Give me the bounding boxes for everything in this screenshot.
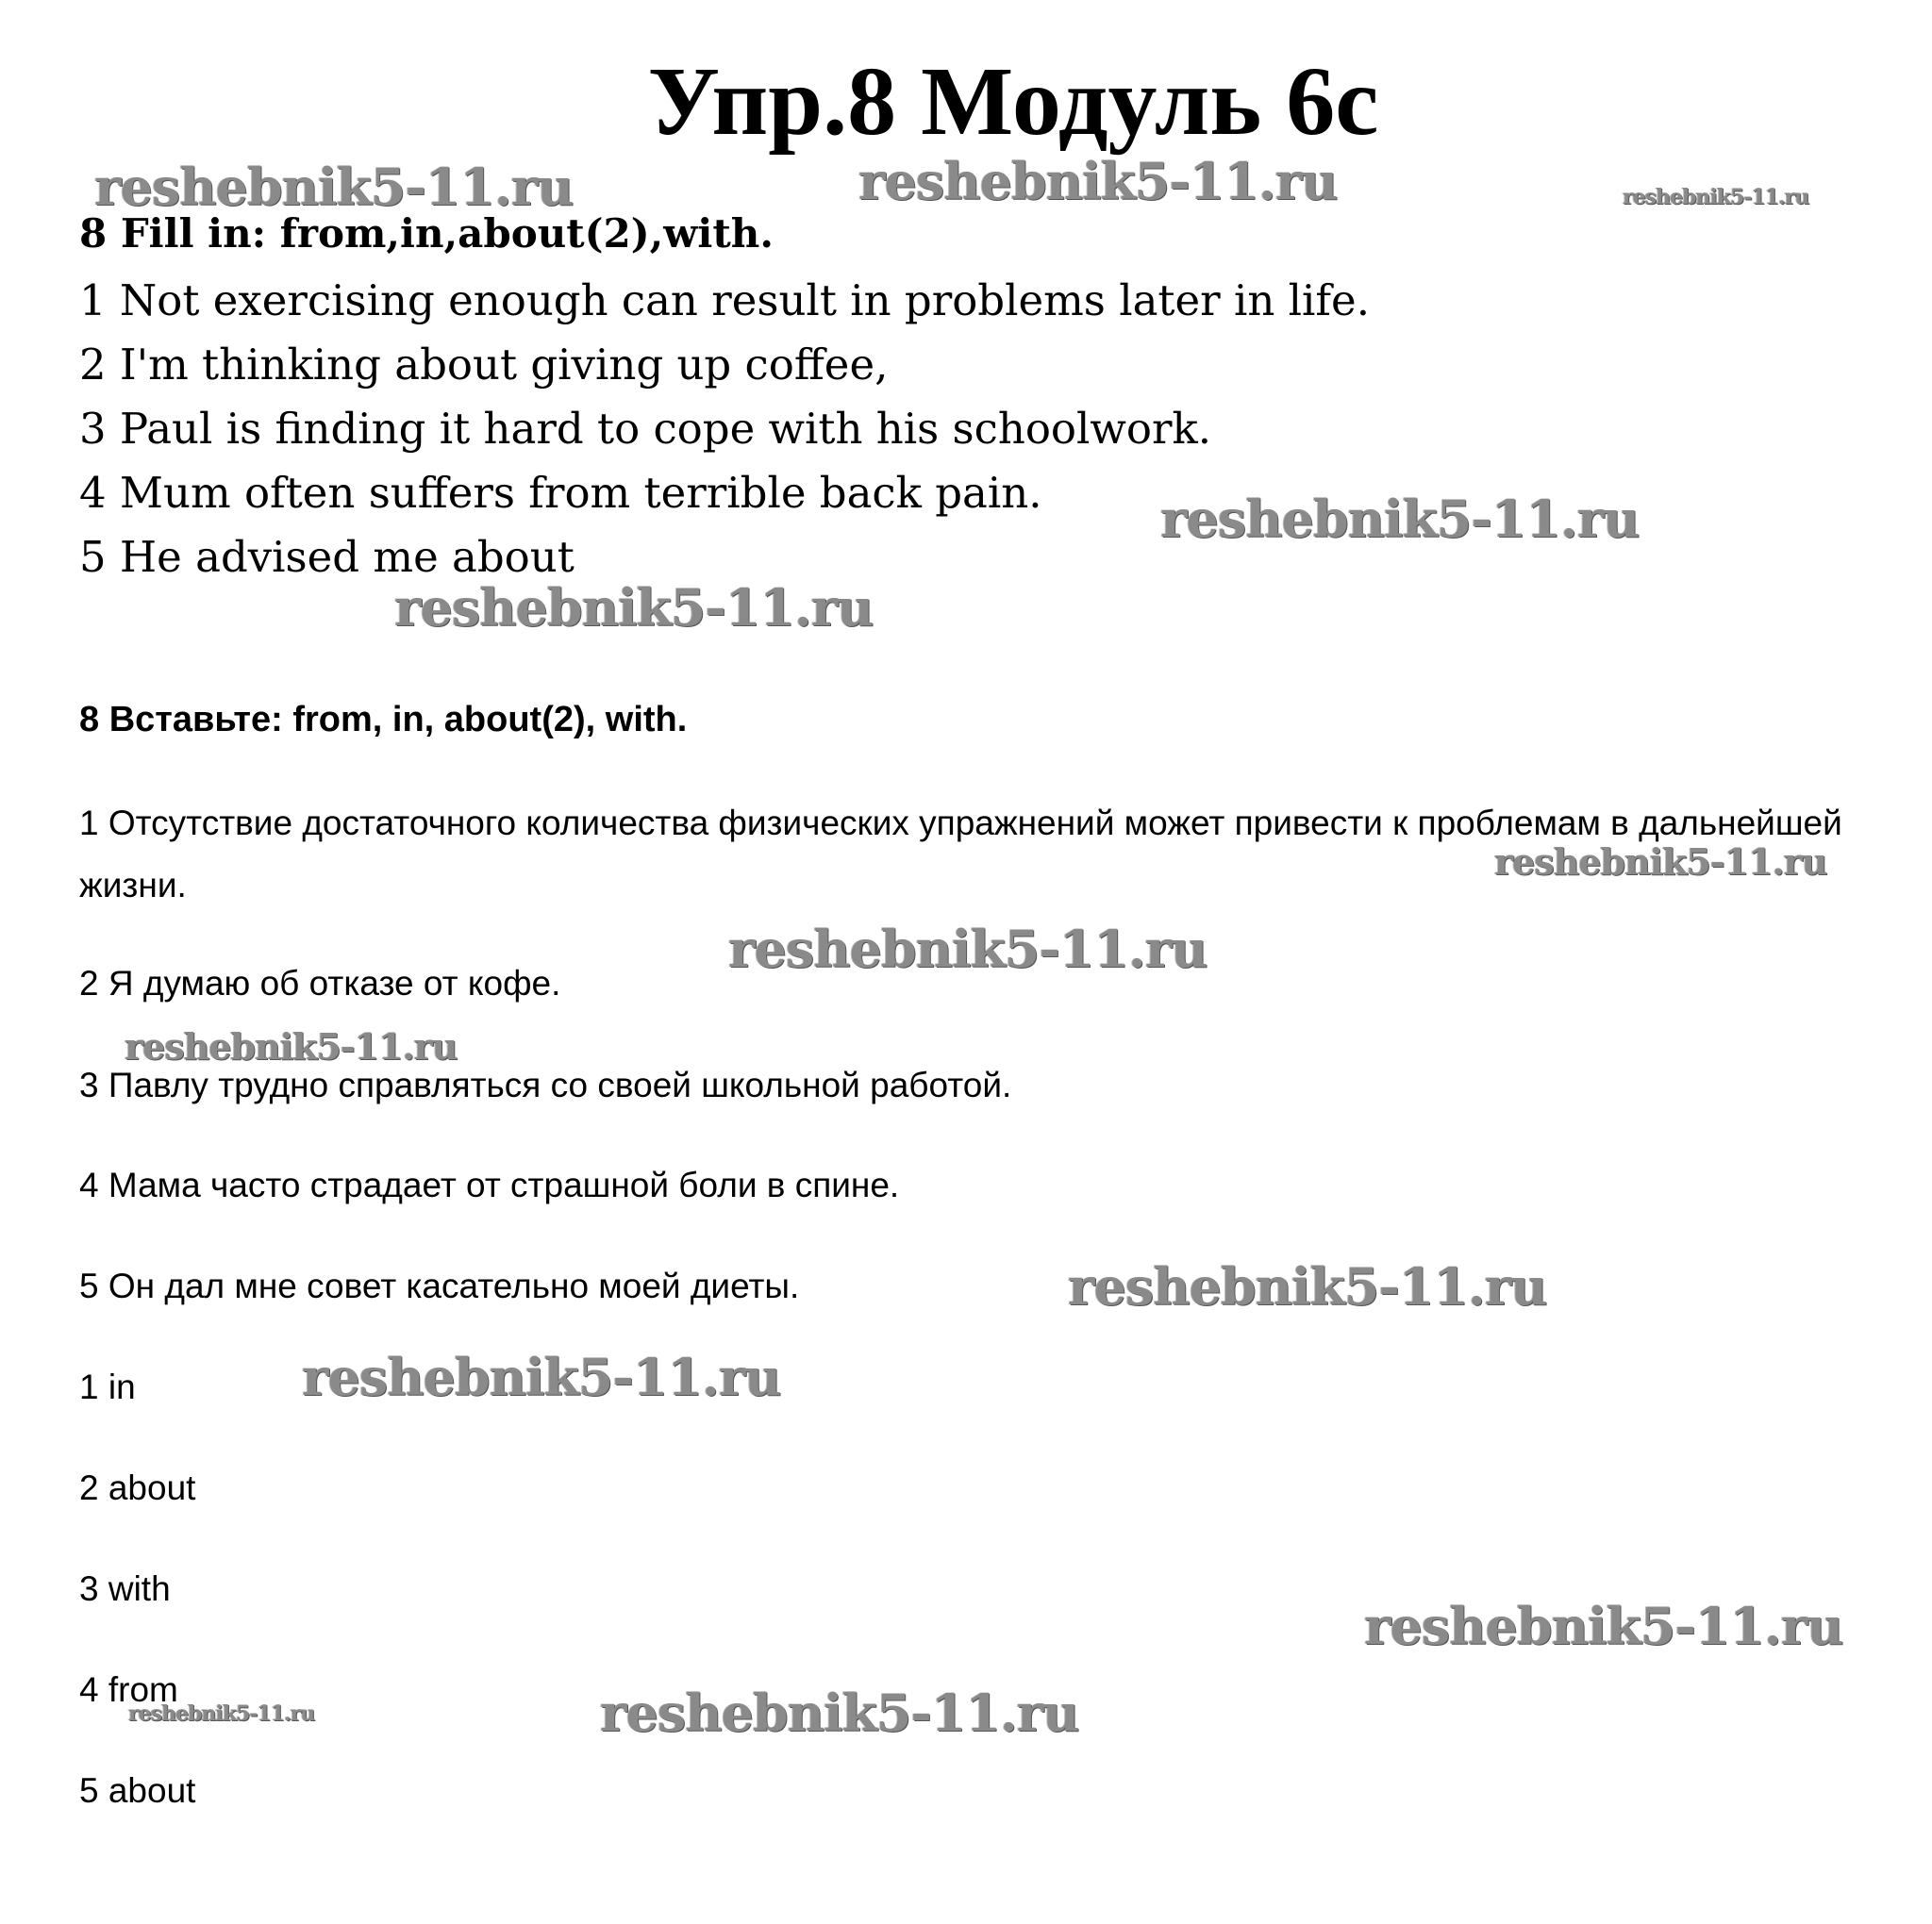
watermark: reshebnik5-11.ru (302, 1347, 781, 1407)
russian-line-3: 3 Павлу трудно справляться со своей школьной работой. (79, 1066, 1012, 1104)
watermark: reshebnik5-11.ru (1494, 840, 1827, 883)
watermark: reshebnik5-11.ru (94, 157, 574, 217)
answer-2: 2 about (79, 1468, 196, 1507)
watermark: reshebnik5-11.ru (1068, 1256, 1547, 1317)
answer-1: 1 in (79, 1368, 136, 1406)
watermark: reshebnik5-11.ru (1623, 185, 1809, 209)
english-heading: 8 Fill in: from,in,about(2),with. (79, 210, 774, 257)
watermark: reshebnik5-11.ru (600, 1683, 1079, 1743)
english-line-3: 3 Paul is finding it hard to cope with his schoolwork. (79, 404, 1212, 454)
watermark: reshebnik5-11.ru (858, 151, 1338, 211)
page-title: Упр.8 Модуль 6с (647, 47, 1379, 156)
english-line-4: 4 Mum often suffers from terrible back pain. (79, 468, 1042, 518)
watermark: reshebnik5-11.ru (1364, 1596, 1843, 1656)
answer-5: 5 about (79, 1771, 196, 1810)
russian-line-1: 1 Отсутствие достаточного количества физических упражнений может привести к проблемам в дальнейшей жизни. (79, 804, 1842, 904)
answer-3: 3 with (79, 1569, 171, 1608)
english-line-2: 2 I'm thinking about giving up coffee, (79, 340, 889, 390)
watermark: reshebnik5-11.ru (394, 577, 874, 638)
watermark: reshebnik5-11.ru (128, 1701, 315, 1726)
english-line-1: 1 Not exercising enough can result in problems later in life. (79, 275, 1370, 325)
watermark: reshebnik5-11.ru (1160, 489, 1640, 549)
russian-line-4: 4 Мама часто страдает от страшной боли в спине. (79, 1166, 900, 1204)
watermark: reshebnik5-11.ru (125, 1025, 458, 1068)
russian-line-5: 5 Он дал мне совет касательно моей диеты. (79, 1267, 800, 1305)
english-line-5: 5 He advised me about (79, 532, 575, 582)
russian-heading: 8 Вставьте: from, in, about(2), with. (79, 700, 688, 739)
watermark: reshebnik5-11.ru (728, 919, 1208, 979)
russian-line-2: 2 Я думаю об отказе от кофе. (79, 964, 561, 1003)
answer-4: 4 from (79, 1670, 178, 1709)
